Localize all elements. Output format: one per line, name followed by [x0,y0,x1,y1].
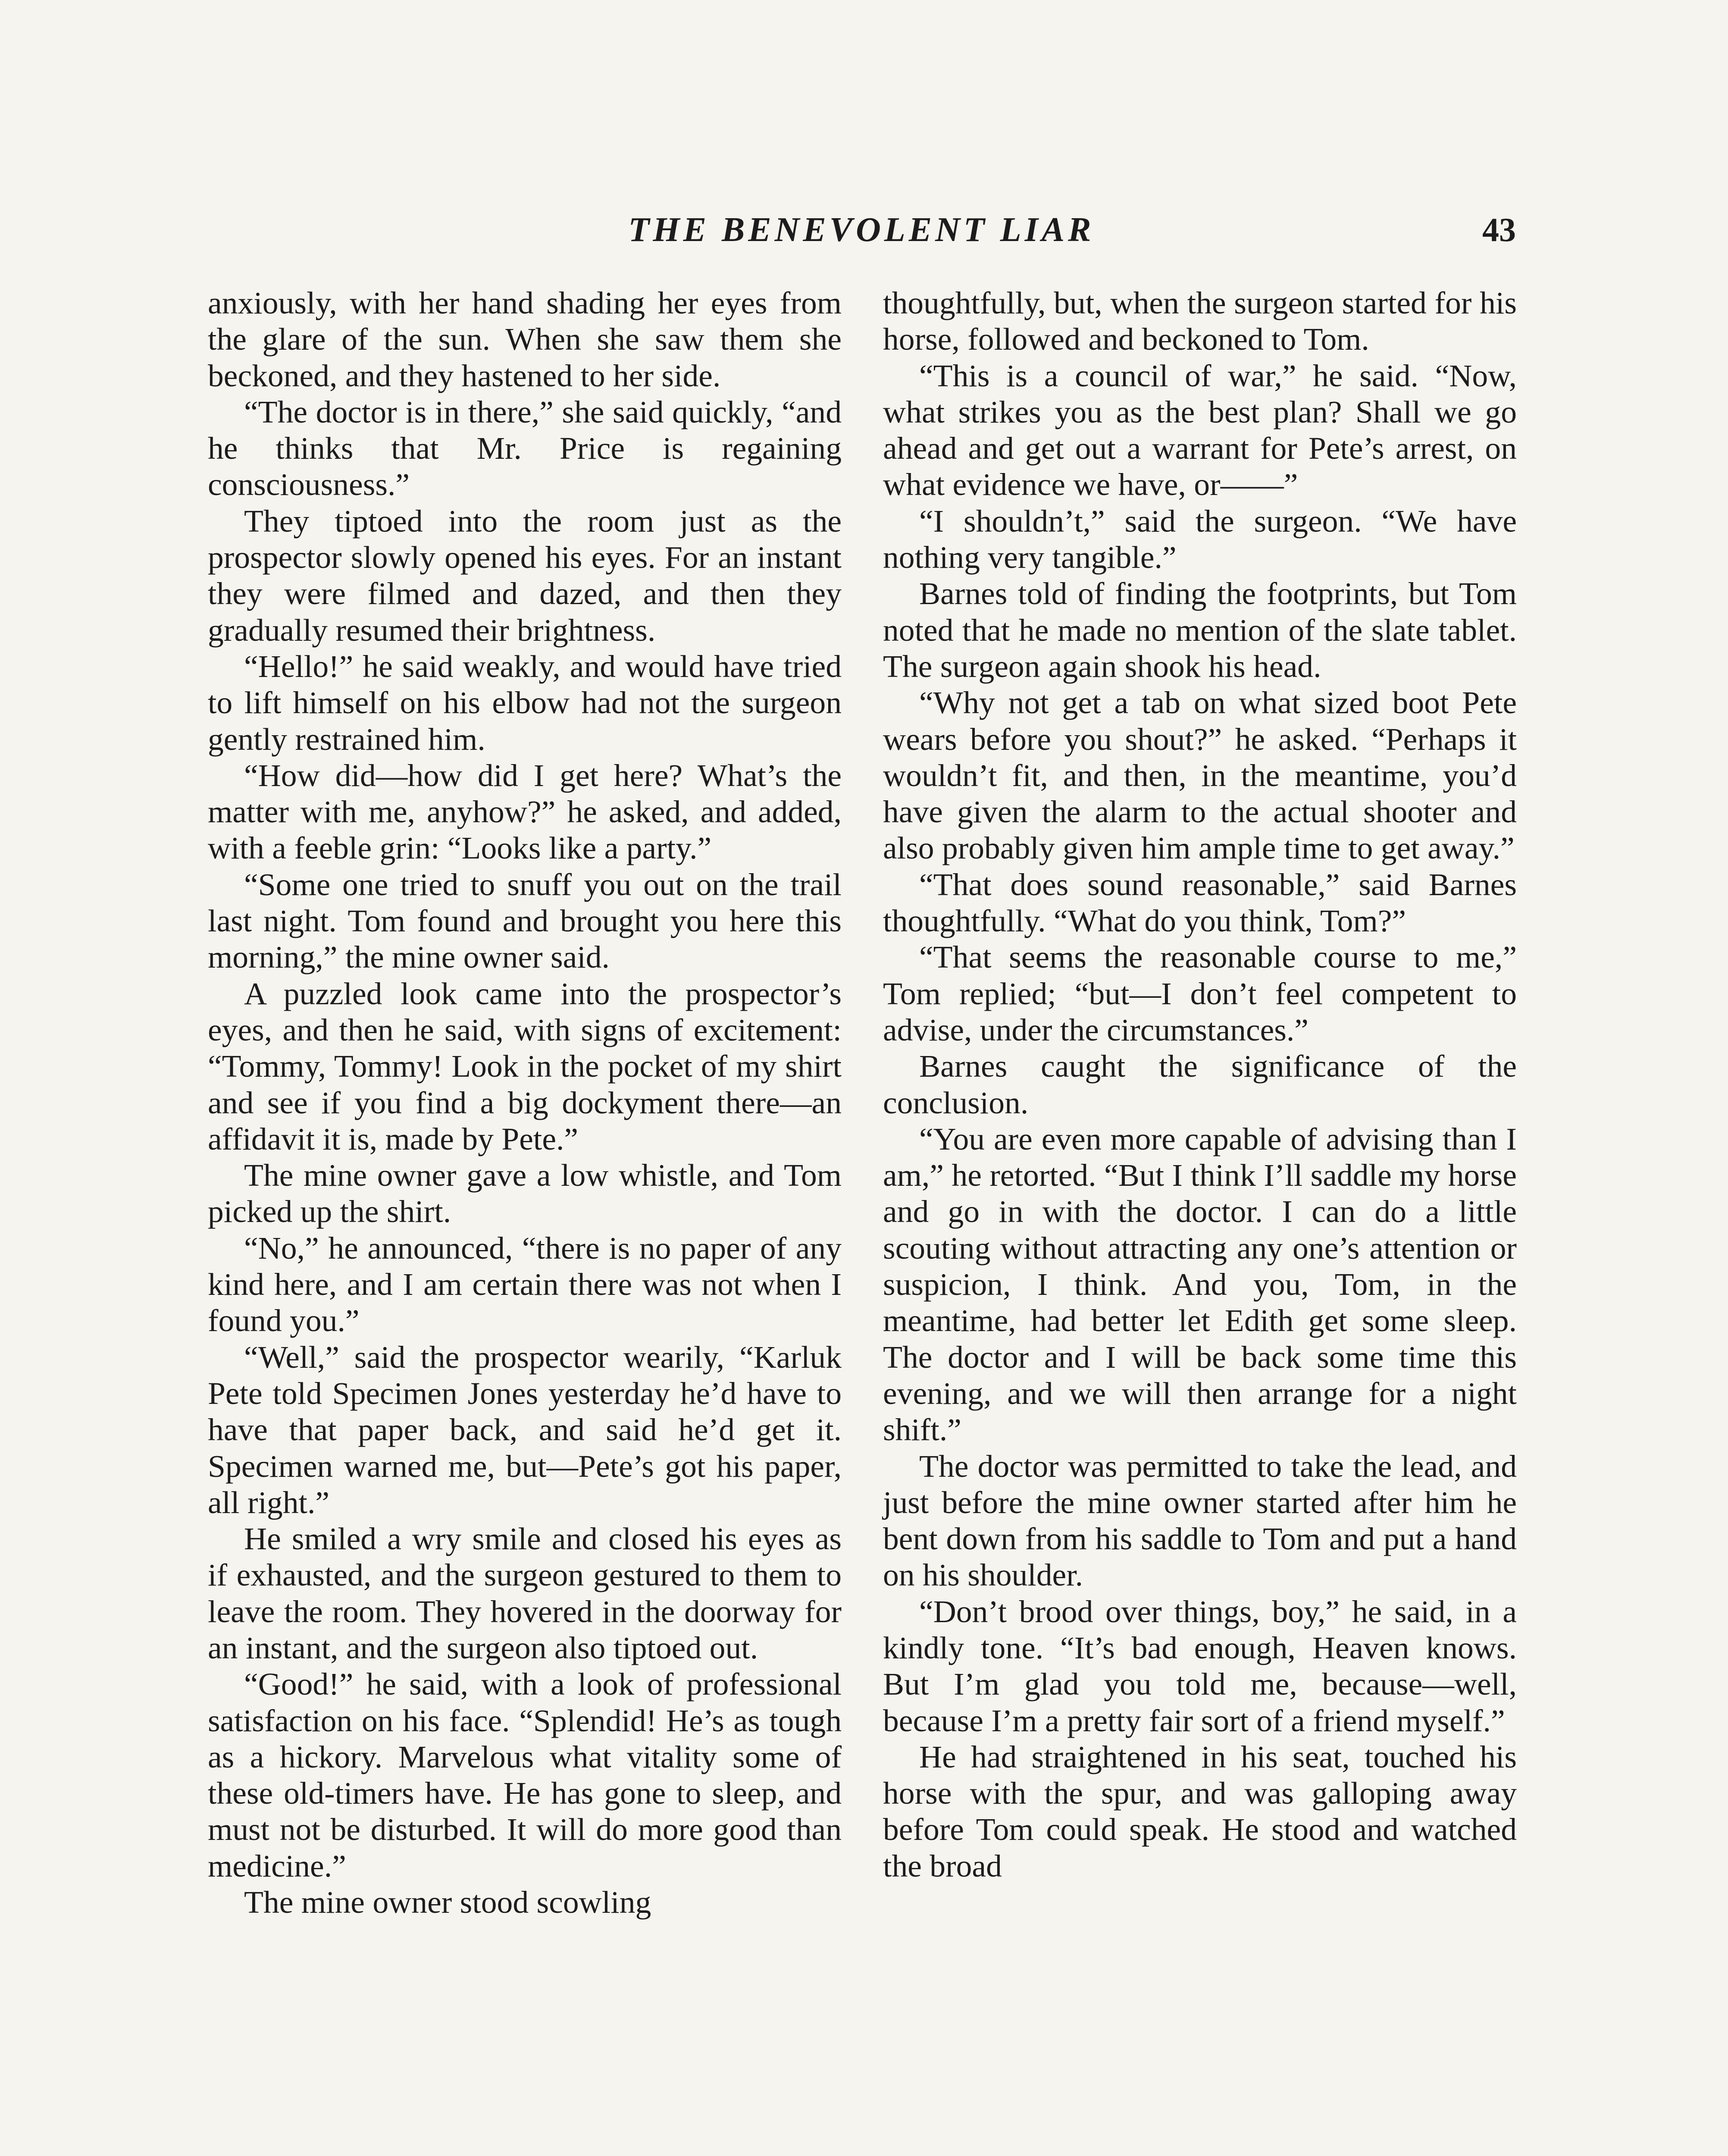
paragraph: “I shouldn’t,” said the surgeon. “We have nothing very tangible.” [883,503,1517,575]
paragraph: “The doctor is in there,” she said quickly, “and he thinks that Mr. Price is regaining consciousness.” [208,394,842,502]
paragraph: “You are even more capable of advising than I am,” he retorted. “But I think I’ll saddle my horse and go in with the doctor. I can do a little scouting without attracting any one’s attention or suspicion, I think. And you, Tom, in the meantime, had better let Edith get some sleep. The doctor and I will be back some time this evening, and we will then arrange for a night shift.” [883,1121,1517,1448]
paragraph: Barnes told of finding the footprints, but Tom noted that he made no mention of the slate tablet. The surgeon again shook his head. [883,576,1517,684]
paragraph: “Why not get a tab on what sized boot Pete wears before you shout?” he asked. “Perhaps it wouldn’t fit, and then, in the meantime, you’d have given the alarm to the actual shooter and also probably given him ample time to get away.” [883,685,1517,866]
page-number: 43 [1482,211,1516,248]
paragraph: anxiously, with her hand shading her eyes from the glare of the sun. When she saw them she beckoned, and they hastened to her side. [208,285,842,393]
paragraph: “This is a council of war,” he said. “Now, what strikes you as the best plan? Shall we go ahead and get out a warrant for Pete’s arrest, on what evidence we have, or——” [883,357,1517,502]
paragraph: The mine owner gave a low whistle, and Tom picked up the shirt. [208,1157,842,1229]
paragraph: The mine owner stood scowling [244,1884,651,1920]
paragraph: “Some one tried to snuff you out on the trail last night. Tom found and brought you here this morning,” the mine owner said. [208,866,842,975]
paragraph: The doctor was permitted to take the lead, and just before the mine owner started after him he bent down from his saddle to Tom and put a hand on his shoulder. [883,1448,1517,1593]
paragraph: “That seems the reasonable course to me,” Tom replied; “but—I don’t feel competent to advise, under the circumstances.” [883,939,1517,1047]
paragraph: They tiptoed into the room just as the prospector slowly opened his eyes. For an instant they were filmed and dazed, and then they gradually resumed their brightness. [208,503,842,648]
paragraph: “Don’t brood over things, boy,” he said, in a kindly tone. “It’s bad enough, Heaven knows. But I’m glad you told me, because—well, because I’m a pretty fair sort of a friend myself.” [883,1593,1517,1738]
running-title: THE BENEVOLENT LIAR [628,211,1095,249]
paragraph: Barnes caught the significance of the conclusion. [883,1048,1517,1120]
paragraph: “Hello!” he said weakly, and would have tried to lift himself on his elbow had not the surgeon gently restrained him. [208,648,842,757]
paragraph: “That does sound reasonable,” said Barnes thoughtfully. “What do you think, Tom?” [883,866,1517,939]
paragraph: thoughtfully, but, when the surgeon started for his horse, followed and beckoned to Tom. [883,285,1517,357]
paragraph: A puzzled look came into the prospector’s eyes, and then he said, with signs of excitement: “Tommy, Tommy! Look in the pocket of my shirt and see if you find a big dockyment there—an affidavit it is, made by Pete.” [208,975,842,1156]
running-head [207,206,1516,254]
right-column [883,285,1517,1884]
paragraph: He had straightened in his seat, touched his horse with the spur, and was galloping away before Tom could speak. He stood and watched the broad [883,1739,1517,1883]
paragraph: “Well,” said the prospector wearily, “Karluk Pete told Specimen Jones yesterday he’d have to have that paper back, and said he’d get it. Specimen warned me, but—Pete’s got his paper, all right.” [208,1339,842,1520]
left-column [208,285,842,1920]
paragraph: “No,” he announced, “there is no paper of any kind here, and I am certain there was not when I found you.” [208,1230,842,1338]
paragraph: “Good!” he said, with a look of professional satisfaction on his face. “Splendid! He’s as tough as a hickory. Marvelous what vitality some of these old-timers have. He has gone to sleep, and must not be disturbed. It will do more good than medicine.” [208,1666,842,1883]
paragraph: “How did—how did I get here? What’s the matter with me, anyhow?” he asked, and added, with a feeble grin: “Looks like a party.” [208,757,842,866]
paragraph: He smiled a wry smile and closed his eyes as if exhausted, and the surgeon gestured to them to leave the room. They hovered in the doorway for an instant, and the surgeon also tiptoed out. [208,1521,842,1665]
